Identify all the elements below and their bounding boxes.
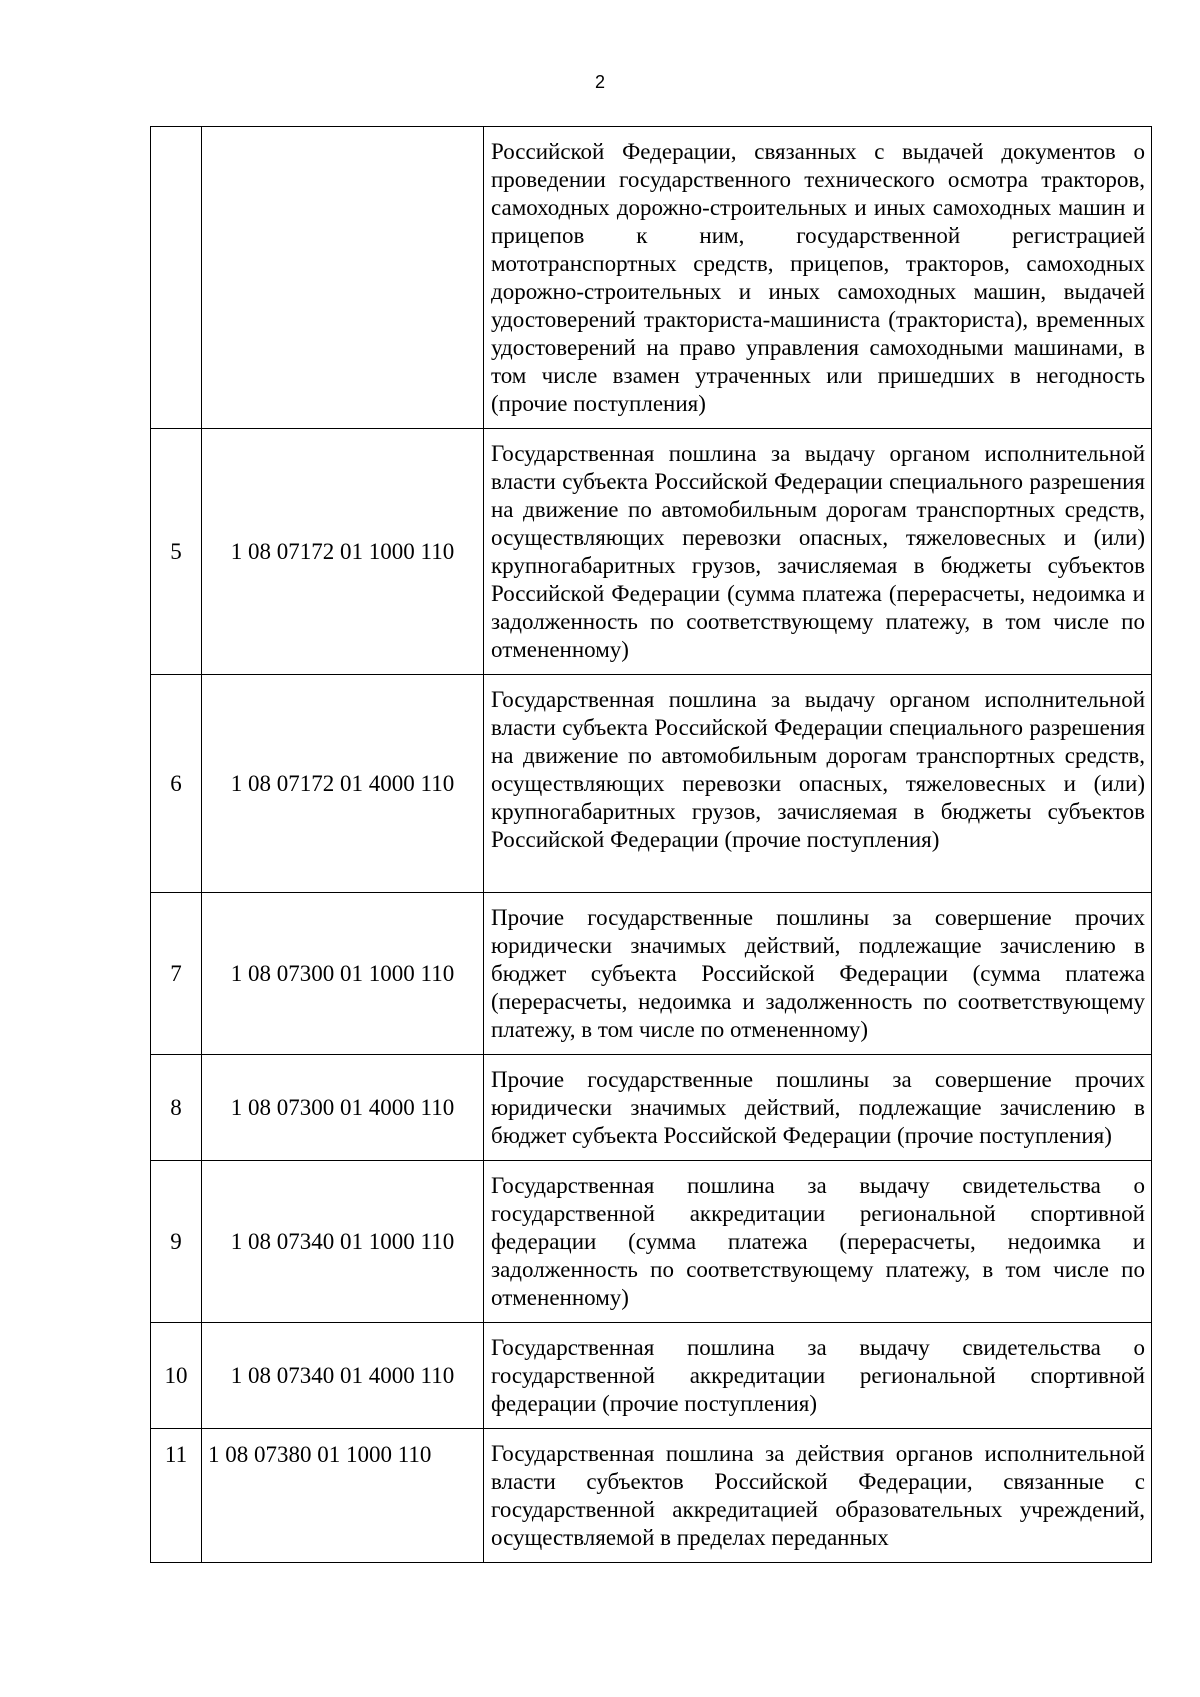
row-description: Государственная пошлина за выдачу свидетельства о государственной аккредитации региональной спортивной федерации (прочие поступления) [484, 1323, 1152, 1429]
row-number: 11 [151, 1429, 202, 1563]
budget-code: 1 08 07340 01 1000 110 [202, 1161, 484, 1323]
budget-code: 1 08 07300 01 1000 110 [202, 893, 484, 1055]
budget-code: 1 08 07172 01 4000 110 [202, 675, 484, 893]
table-row [151, 429, 1152, 675]
row-description: Государственная пошлина за действия органов исполнительной власти субъектов Российской Федерации, связанные с государственной аккредитацией образовательных учреждений, осуществляемой в пределах переданных [484, 1429, 1152, 1563]
revenue-codes-table [150, 126, 1152, 1563]
budget-code: 1 08 07300 01 4000 110 [202, 1055, 484, 1161]
budget-code: 1 08 07380 01 1000 110 [202, 1429, 484, 1563]
table-row [151, 1323, 1152, 1429]
row-description: Прочие государственные пошлины за совершение прочих юридически значимых действий, подлежащие зачислению в бюджет субъекта Российской Федерации (сумма платежа (перерасчеты, недоимка и задолженность по соответствующему платежу, в том числе по отмененному) [484, 893, 1152, 1055]
budget-code: 1 08 07340 01 4000 110 [202, 1323, 484, 1429]
row-description: Государственная пошлина за выдачу органом исполнительной власти субъекта Российской Федерации специального разрешения на движение по автомобильным дорогам транспортных средств, осуществляющих перевозки опасных, тяжеловесных и (или) крупногабаритных грузов, зачисляемая в бюджеты субъектов Российской Федерации (прочие поступления) [484, 675, 1152, 893]
row-number: 10 [151, 1323, 202, 1429]
table-row [151, 1055, 1152, 1161]
table-row [151, 127, 1152, 429]
row-number [151, 127, 202, 429]
row-number: 5 [151, 429, 202, 675]
page-number: 2 [594, 72, 605, 92]
row-number: 9 [151, 1161, 202, 1323]
row-description: Прочие государственные пошлины за совершение прочих юридически значимых действий, подлежащие зачислению в бюджет субъекта Российской Федерации (прочие поступления) [484, 1055, 1152, 1161]
row-description: Государственная пошлина за выдачу свидетельства о государственной аккредитации региональной спортивной федерации (сумма платежа (перерасчеты, недоимка и задолженность по соответствующему платежу, в том числе по отмененному) [484, 1161, 1152, 1323]
table-row [151, 893, 1152, 1055]
row-description: Российской Федерации, связанных с выдачей документов о проведении государственного технического осмотра тракторов, самоходных дорожно-строительных и иных самоходных машин и прицепов к ним, государственной регистрацией мототранспортных средств, прицепов, тракторов, самоходных дорожно-строительных и иных самоходных машин, выдачей удостоверений тракториста-машиниста (тракториста), временных удостоверений на право управления самоходными машинами, в том числе взамен утраченных или пришедших в негодность (прочие поступления) [484, 127, 1152, 429]
budget-code [202, 127, 484, 429]
table-row [151, 1429, 1152, 1563]
table-row [151, 1161, 1152, 1323]
table-row [151, 675, 1152, 893]
row-description: Государственная пошлина за выдачу органом исполнительной власти субъекта Российской Федерации специального разрешения на движение по автомобильным дорогам транспортных средств, осуществляющих перевозки опасных, тяжеловесных и (или) крупногабаритных грузов, зачисляемая в бюджеты субъектов Российской Федерации (сумма платежа (перерасчеты, недоимка и задолженность по соответствующему платежу, в том числе по отмененному) [484, 429, 1152, 675]
row-number: 6 [151, 675, 202, 893]
row-number: 8 [151, 1055, 202, 1161]
budget-code: 1 08 07172 01 1000 110 [202, 429, 484, 675]
row-number: 7 [151, 893, 202, 1055]
